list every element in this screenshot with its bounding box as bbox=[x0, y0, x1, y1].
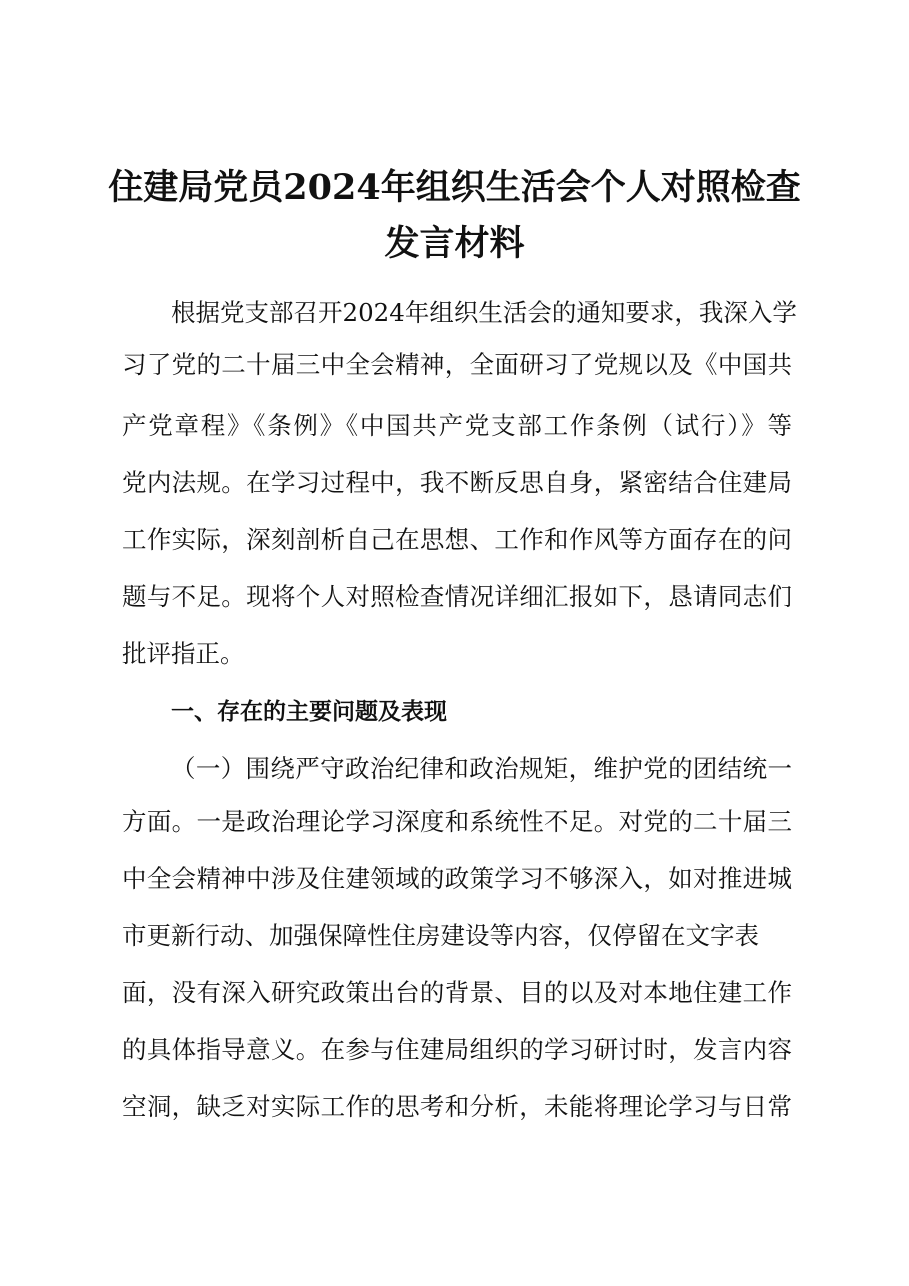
section-heading: 一、存在的主要问题及表现 bbox=[171, 699, 447, 725]
intro-paragraph-line: 党内法规。在学习过程中，我不断反思自身，紧密结合住建局 bbox=[122, 468, 792, 497]
section-paragraph-line: 的具体指导意义。在参与住建局组织的学习研讨时，发言内容 bbox=[122, 1035, 792, 1064]
section-paragraph-line: 面，没有深入研究政策出台的背景、目的以及对本地住建工作 bbox=[122, 978, 792, 1007]
section-paragraph-line: （一）围绕严守政治纪律和政治规矩，维护党的团结统一 bbox=[171, 754, 792, 783]
section-paragraph-line: 市更新行动、加强保障性住房建设等内容，仅停留在文字表 bbox=[122, 921, 759, 950]
intro-paragraph-line: 批评指正。 bbox=[122, 639, 245, 668]
document-title-line-1: 住建局党员2024年组织生活会个人对照检查 bbox=[108, 167, 801, 208]
section-paragraph-line: 空洞，缺乏对实际工作的思考和分析，未能将理论学习与日常 bbox=[122, 1092, 792, 1121]
intro-paragraph-line: 习了党的二十届三中全会精神，全面研习了党规以及《中国共 bbox=[122, 350, 792, 379]
section-paragraph-line: 方面。一是政治理论学习深度和系统性不足。对党的二十届三 bbox=[122, 807, 792, 836]
intro-paragraph-line: 题与不足。现将个人对照检查情况详细汇报如下，恳请同志们 bbox=[122, 582, 792, 611]
intro-paragraph-line: 产党章程》《条例》《中国共产党支部工作条例（试行）》等 bbox=[122, 411, 792, 440]
intro-paragraph-line: 工作实际，深刻剖析自己在思想、工作和作风等方面存在的问 bbox=[122, 525, 792, 554]
section-paragraph-line: 中全会精神中涉及住建领域的政策学习不够深入，如对推进城 bbox=[122, 864, 792, 893]
document-title-line-2: 发言材料 bbox=[384, 223, 525, 264]
intro-paragraph-line: 根据党支部召开2024年组织生活会的通知要求，我深入学 bbox=[171, 298, 797, 327]
